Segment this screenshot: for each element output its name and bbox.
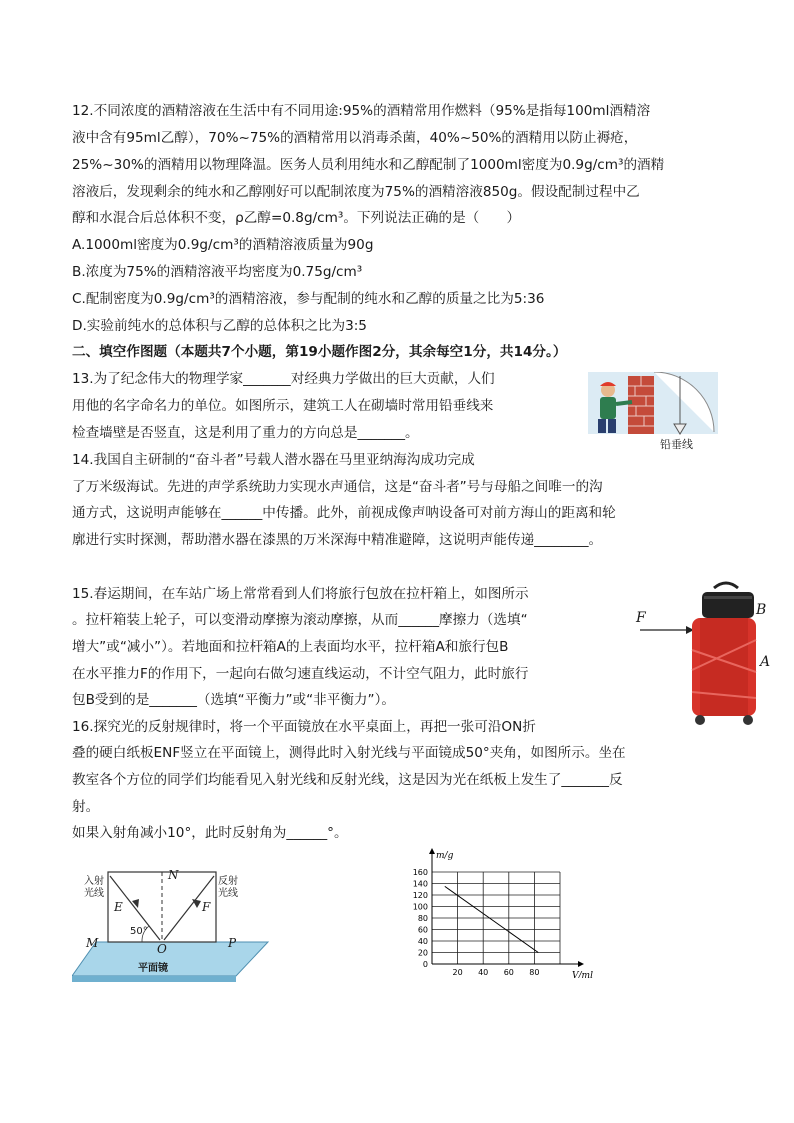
- section-heading: 二、填空作图题（本题共7个小题，第19小题作图2分，其余每空1分，共14分。）: [72, 344, 567, 360]
- q13-line-2: 用他的名字命名力的单位。如图所示，建筑工人在砌墙时常用铅垂线来: [72, 398, 494, 414]
- q16-line-1: 16.探究光的反射规律时，将一个平面镜放在水平桌面上，再把一张可沿ON折: [72, 719, 536, 735]
- incident-ray-label-1: 入射: [84, 876, 104, 887]
- y-axis-label: m/g: [436, 851, 454, 861]
- y-tick-label: 0: [422, 960, 428, 969]
- q12-line-1: 12.不同浓度的酒精溶液在生活中有不同用途:95%的酒精常用作燃料（95%是指每100ml酒精溶: [72, 103, 651, 119]
- y-tick-label: 160: [412, 868, 428, 877]
- y-tick-label: 100: [412, 902, 428, 912]
- x-tick-label: 60: [503, 968, 514, 977]
- q12-line-3: 25%~30%的酒精用以物理降温。医务人员利用纯水和乙醇配制了1000ml密度为0.9g/cm³的酒精: [72, 157, 665, 173]
- q16-line-3: 教室各个方位的同学们均能看见入射光线和反射光线，这是因为光在纸板上发生了_______反: [72, 772, 623, 788]
- q13-line-3: 检查墙壁是否竖直，这是利用了重力的方向总是_______。: [72, 425, 419, 441]
- f-label: F: [202, 900, 211, 914]
- q16-line-4: 射。: [72, 799, 100, 815]
- o-label: O: [157, 942, 167, 956]
- y-tick-label: 40: [417, 937, 428, 946]
- y-tick-label: 60: [417, 925, 428, 935]
- y-axis-arrow: [429, 848, 435, 854]
- q12-option-b: B.浓度为75%的酒精溶液平均密度为0.75g/cm³: [72, 264, 363, 280]
- y-tick-label: 80: [417, 914, 428, 923]
- q15-line-1: 15.春运期间，在车站广场上常常看到人们将旅行包放在拉杆箱上，如图所示: [72, 586, 529, 602]
- q14-line-3: 通方式，这说明声能够在______中传播。此外，前视成像声呐设备可对前方海山的距离和轮: [72, 505, 616, 521]
- bag-b-label: B: [756, 602, 767, 618]
- force-f-label: F: [636, 610, 646, 626]
- q12-line-5: 醇和水混合后总体积不变，ρ乙醇=0.8g/cm³。下列说法正确的是（ ）: [72, 210, 521, 226]
- reflected-ray-label-2: 光线: [218, 888, 238, 899]
- y-tick-label: 20: [417, 948, 428, 958]
- normal-n-label: N: [168, 868, 179, 882]
- q12-option-d: D.实验前纯水的总体积与乙醇的总体积之比为3:5: [72, 318, 367, 334]
- series-line: [445, 886, 538, 952]
- p-label: P: [228, 936, 237, 950]
- x-tick-label: 20: [452, 968, 463, 977]
- q12-option-a: A.1000ml密度为0.9g/cm³的酒精溶液质量为90g: [72, 237, 374, 253]
- y-tick-label: 140: [412, 879, 428, 889]
- q15-line-3: 增大”或“减小”）。若地面和拉杆箱A的上表面均水平，拉杆箱A和旅行包B: [72, 639, 509, 655]
- plumb-line-figure: [588, 372, 718, 454]
- suitcase-figure: [630, 580, 780, 730]
- q12-line-4: 溶液后，发现剩余的纯水和乙醇刚好可以配制浓度为75%的酒精溶液850g。假设配制过程中乙: [72, 184, 640, 200]
- q15-line-4: 在水平推力F的作用下，一起向右做匀速直线运动，不计空气阻力，此时旅行: [72, 666, 529, 682]
- q14-line-4: 廓进行实时探测，帮助潜水器在漆黑的万米深海中精准避障，这说明声能传递________。: [72, 532, 603, 548]
- q15-line-2: 。拉杆箱装上轮子，可以变滑动摩擦为滚动摩擦，从而______摩擦力（选填“: [72, 612, 528, 628]
- x-axis-arrow: [578, 961, 584, 967]
- y-tick-label: 120: [412, 891, 428, 900]
- reflected-ray-label-1: 反射: [218, 876, 238, 887]
- incident-ray-label-2: 光线: [84, 888, 104, 899]
- reflection-figure: [72, 866, 272, 984]
- mirror-label: 平面镜: [138, 963, 168, 974]
- q12-line-2: 液中含有95ml乙醇），70%~75%的酒精常用以消毒杀菌，40%~50%的酒精用以防止褥疮，: [72, 130, 638, 146]
- q13-line-1: 13.为了纪念伟大的物理学家_______对经典力学做出的巨大贡献，人们: [72, 371, 495, 387]
- case-a-label: A: [760, 654, 771, 670]
- plumb-line-label: 铅垂线: [660, 438, 693, 451]
- q16-line-5: 如果入射角减小10°，此时反射角为______°。: [72, 825, 348, 841]
- q15-line-5: 包B受到的是_______（选填“平衡力”或“非平衡力”）。: [72, 692, 395, 708]
- q12-option-c: C.配制密度为0.9g/cm³的酒精溶液，参与配制的纯水和乙醇的质量之比为5:36: [72, 291, 545, 307]
- q14-line-2: 了万米级海试。先进的声学系统助力实现水声通信，这是“奋斗者”号与母船之间唯一的沟: [72, 479, 603, 495]
- x-tick-label: 80: [529, 968, 540, 977]
- q16-line-2: 叠的硬白纸板ENF竖立在平面镜上，测得此时入射光线与平面镜成50°夹角，如图所示。坐在: [72, 745, 626, 761]
- q14-line-1: 14.我国自主研制的“奋斗者”号载人潜水器在马里亚纳海沟成功完成: [72, 452, 475, 468]
- angle-label: 50°: [130, 926, 148, 937]
- x-tick-label: 40: [478, 968, 489, 977]
- e-label: E: [114, 900, 123, 914]
- m-label: M: [86, 936, 99, 950]
- mass-volume-chart: [400, 842, 600, 978]
- x-axis-label: V/ml: [572, 971, 593, 978]
